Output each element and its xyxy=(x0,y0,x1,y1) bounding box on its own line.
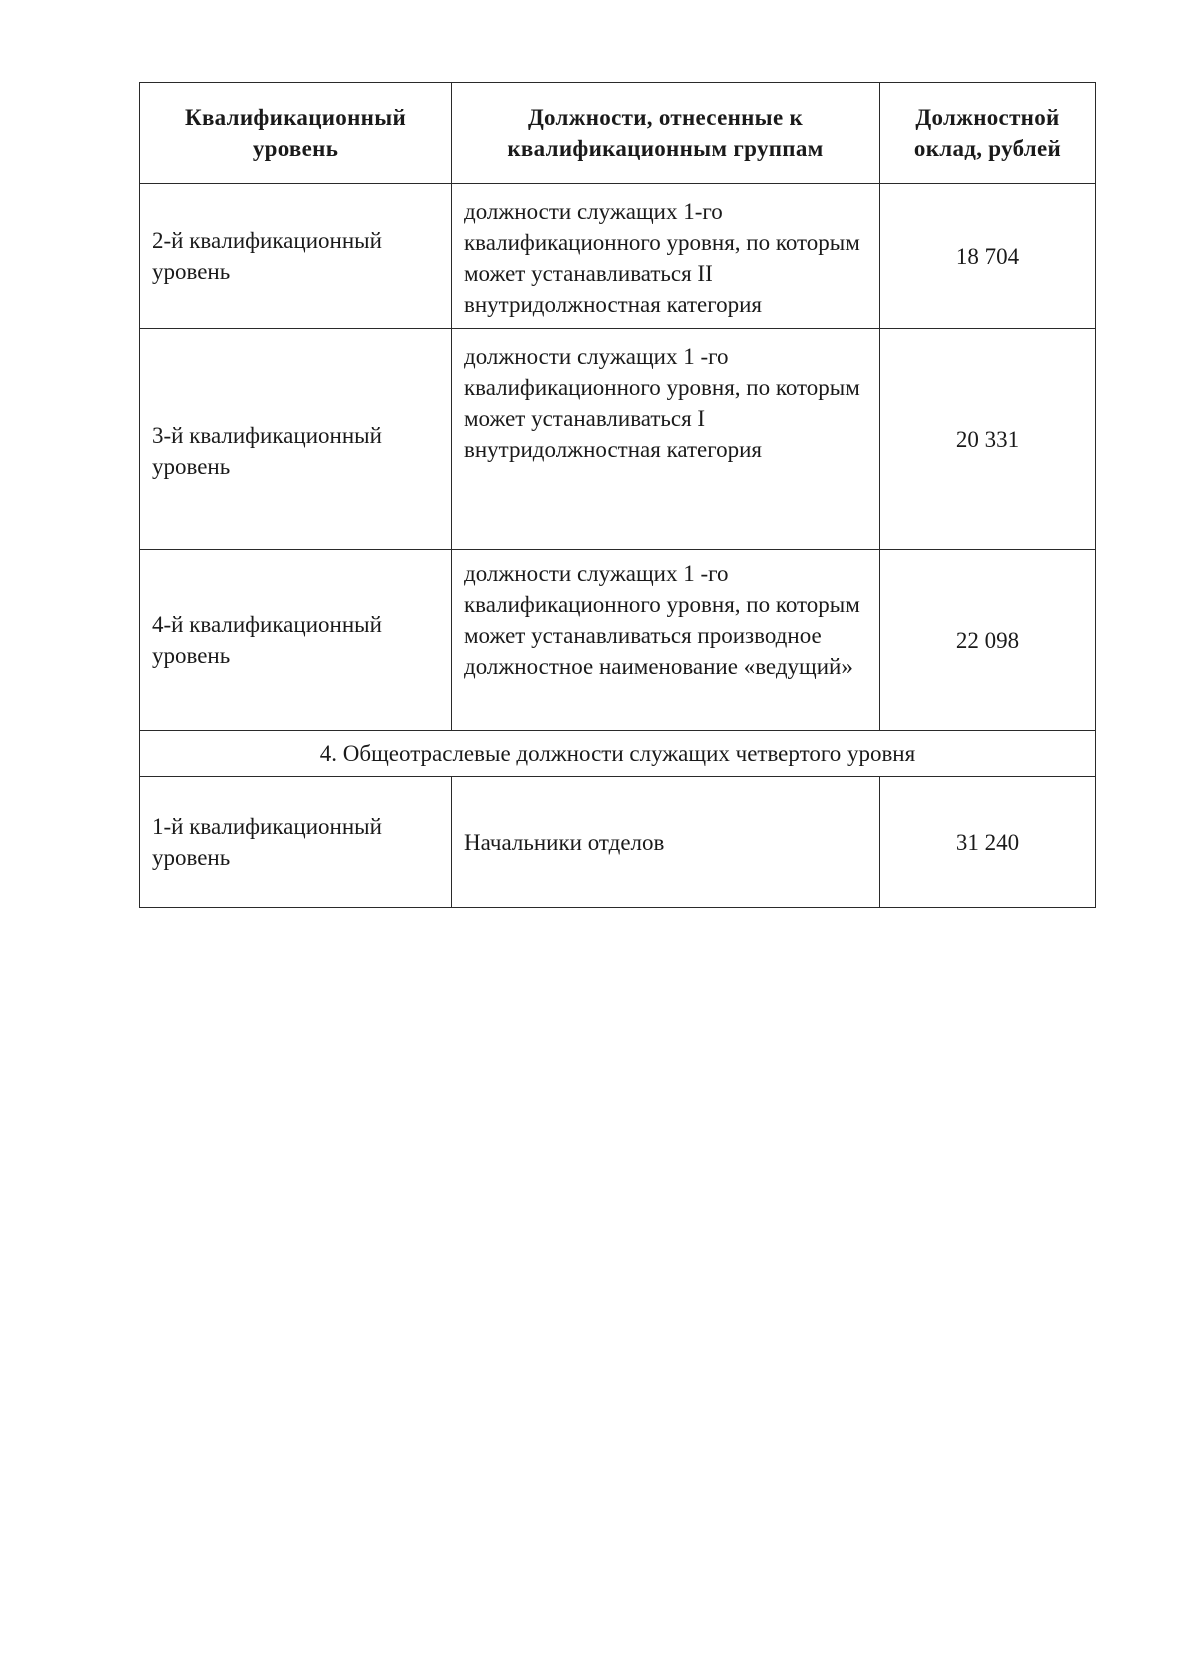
level-cell: 3-й квалификационный уровень xyxy=(140,329,452,550)
table-row xyxy=(140,329,1096,550)
section-title: 4. Общеотраслевые должности служащих четвертого уровня xyxy=(140,731,1096,777)
section-row xyxy=(140,731,1096,777)
table-header-row xyxy=(140,83,1096,184)
header-positions: Должности, отнесенные к квалификационным группам xyxy=(452,83,880,184)
table-row xyxy=(140,777,1096,908)
table-row xyxy=(140,550,1096,731)
level-cell: 4-й квалификационный уровень xyxy=(140,550,452,731)
positions-cell: должности служащих 1 -го квалификационного уровня, по которым может устанавливаться I внутридолжностная категория xyxy=(452,329,880,550)
positions-cell: Начальники отделов xyxy=(452,777,880,908)
salary-cell: 18 704 xyxy=(880,184,1096,329)
positions-cell: должности служащих 1 -го квалификационного уровня, по которым может устанавливаться производное должностное наименование «ведущий» xyxy=(452,550,880,731)
header-level: Квалификационный уровень xyxy=(140,83,452,184)
salary-table xyxy=(139,82,1096,908)
salary-cell: 31 240 xyxy=(880,777,1096,908)
header-salary: Должностной оклад, рублей xyxy=(880,83,1096,184)
salary-cell: 20 331 xyxy=(880,329,1096,550)
level-cell: 2-й квалификационный уровень xyxy=(140,184,452,329)
positions-cell: должности служащих 1-го квалификационного уровня, по которым может устанавливаться II внутридолжностная категория xyxy=(452,184,880,329)
salary-cell: 22 098 xyxy=(880,550,1096,731)
level-cell: 1-й квалификационный уровень xyxy=(140,777,452,908)
table-row xyxy=(140,184,1096,329)
